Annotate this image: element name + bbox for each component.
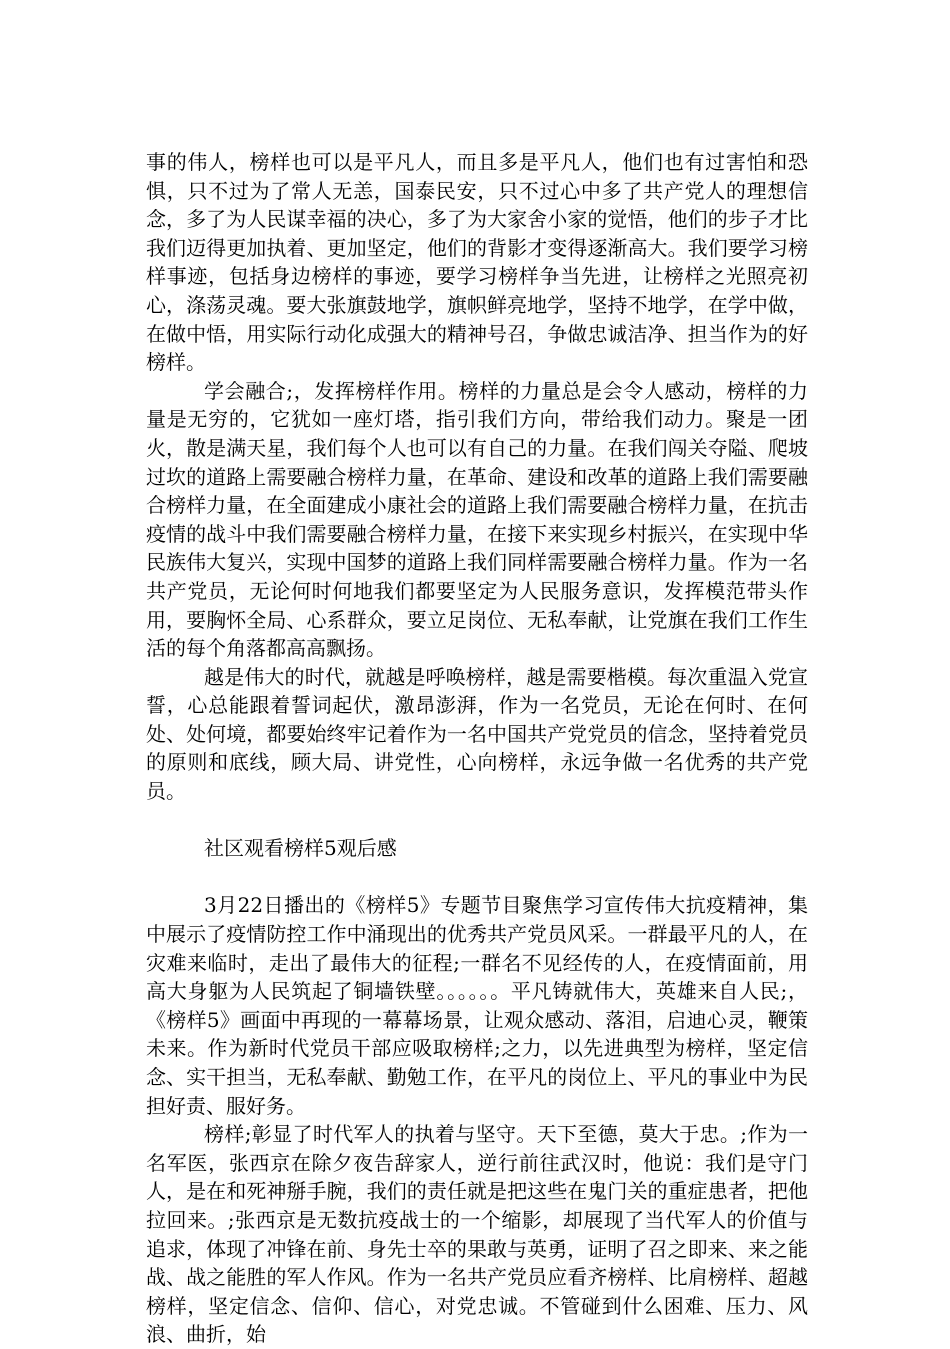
document-page <box>146 148 808 1349</box>
paragraph-great-era: 越是伟大的时代，就越是呼唤榜样，越是需要楷模。每次重温入党宣誓，心总能跟着誓词起伏，激昂澎湃，作为一名党员，无论在何时、在何处、处何境，都要始终牢记着作为一名中国共产党党员的信念，坚持着党员的原则和底线，顾大局、讲党性，心向榜样，永远争做一名优秀的共产党员。 <box>146 664 808 804</box>
paragraph-continuation: 事的伟人，榜样也可以是平凡人，而且多是平凡人，他们也有过害怕和恐惧，只不过为了常人无恙，国泰民安，只不过心中多了共产党人的理想信念，多了为人民谋幸福的决心，多了为大家舍小家的觉悟，他们的步子才比我们迈得更加执着、更加坚定，他们的背影才变得逐渐高大。我们要学习榜样事迹，包括身边榜样的事迹，要学习榜样争当先进，让榜样之光照亮初心，涤荡灵魂。要大张旗鼓地学，旗帜鲜亮地学，坚持不地学，在学中做，在做中悟，用实际行动化成强大的精神号召，争做忠诚洁净、担当作为的好榜样。 <box>146 150 808 375</box>
blank-line <box>146 863 808 892</box>
section-title: 社区观看榜样5观后感 <box>204 836 397 861</box>
paragraph-learn-integrate: 学会融合;，发挥榜样作用。榜样的力量总是会令人感动，榜样的力量是无穷的，它犹如一座灯塔，指引我们方向，带给我们动力。聚是一团火，散是满天星，我们每个人也可以有自己的力量。在我们闯关夺隘、爬坡过坎的道路上需要融合榜样力量，在革命、建设和改革的道路上我们需要融合榜样力量，在全面建成小康社会的道路上我们需要融合榜样力量，在抗击疫情的战斗中我们需要融合榜样力量，在接下来实现乡村振兴，在实现中华民族伟大复兴，实现中国梦的道路上我们同样需要融合榜样力量。作为一名共产党员，无论何时何地我们都要坚定为人民服务意识，发挥模范带头作用，要胸怀全局、心系群众，要立足岗位、无私奉献，让党旗在我们工作生活的每个角落都高高飘扬。 <box>146 378 808 661</box>
paragraph-military-role-model: 榜样;彰显了时代军人的执着与坚守。天下至德，莫大于忠。;作为一名军医，张西京在除夕夜告辞家人，逆行前往武汉时，他说：我们是守门人，是在和死神掰手腕，我们的责任就是把这些在鬼门关的重症患者，把他拉回来。;张西京是无数抗疫战士的一个缩影，却展现了当代军人的价值与追求，体现了冲锋在前、身先士卒的果敢与英勇，证明了召之即来、来之能战、战之能胜的军人作风。作为一名共产党员应看齐榜样、比肩榜样、超越榜样，坚定信念、信仰、信心，对党忠诚。不管碰到什么困难、压力、风浪、曲折，始 <box>146 1122 808 1347</box>
paragraph-broadcast: 3月22日播出的《榜样5》专题节目聚焦学习宣传伟大抗疫精神，集中展示了疫情防控工作中涌现出的优秀共产党员风采。一群最平凡的人，在灾难来临时，走出了最伟大的征程;一群名不见经传的人，在疫情面前，用高大身躯为人民筑起了铜墙铁壁。。。。。。平凡铸就伟大，英雄来自人民;，《榜样5》画面中再现的一幕幕场景，让观众感动、落泪，启迪心灵，鞭策未来。作为新时代党员干部应吸取榜样;之力，以先进典型为榜样，坚定信念、实干担当，无私奉献、勤勉工作，在平凡的岗位上、平凡的事业中为民担好责、服好务。 <box>146 893 808 1118</box>
blank-line <box>146 806 808 835</box>
